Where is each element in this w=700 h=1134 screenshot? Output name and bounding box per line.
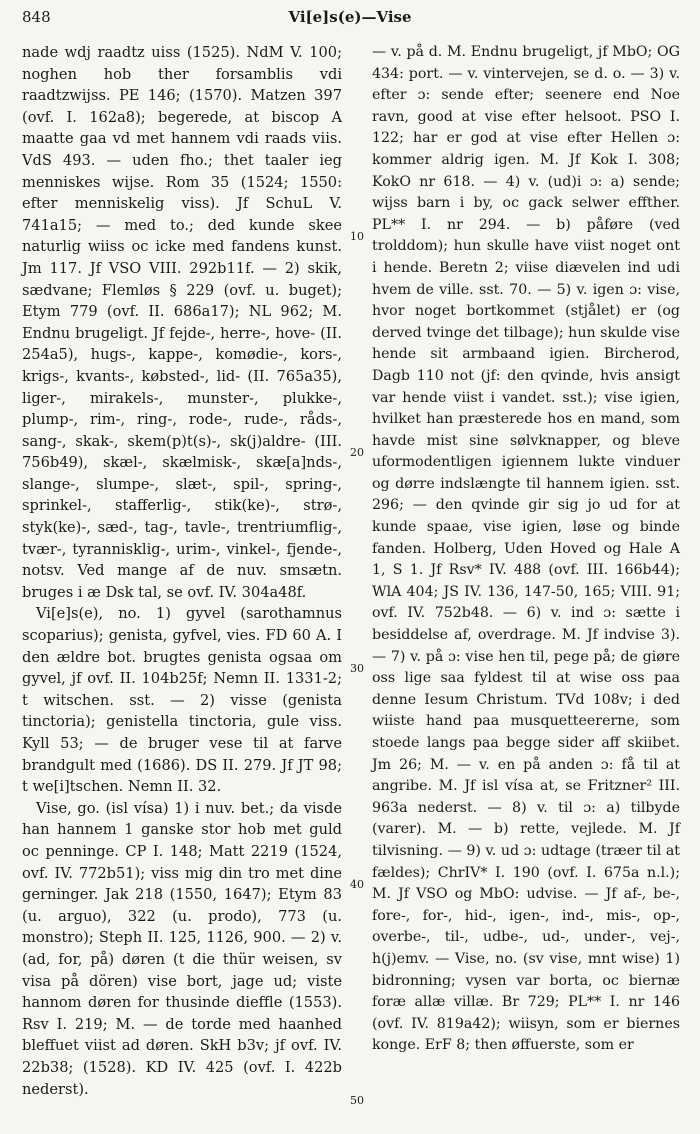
entry-paragraph: — v. på d. M. Endnu brugeligt, jf MbO; OG 434: port. — v. vintervejen, se d. o. — 3) v. efter ɔ: sende efter; seenere end Noe ravn, good at vise efter helsoot. PSO I. 122; har er god at vise efter Hellen ɔ: kommer aldrig igen. M. Jf Kok I. 308; KokO nr 618. — 4) v. (ud)i ɔ: a) sende; wijss barn i by, oc gack selwer effther. PL** I. nr 294. — b) påføre (ved trolddom); hun skulle have viist noget ont i hende. Beretn 2; viise diævelen ind udi hvem de ville. sst. 70. — 5) v. igen ɔ: vise, hvor noget bortkommet (stjålet) er (og derved tvinge det tilbage); hun skulde vise hende sit armbaand igien. Bircherod, Dagb 110 not (jf: den qvinde, hvis ansigt var hende viist i vandet. sst.); vise igien, hvilket han præsterede hos en mand, som havde mist sine sølvknapper, og bleve uformodentligen igiennem lukte vinduer og dørre indslængte til hannem igien. sst. 296; — den qvinde gir sig jo ud for at kunde spaae, vise igien, løse og binde fanden. Holberg, Uden Hoved og Hale A 1, S 1. Jf Rsv* IV. 488 (ovf. III. 166b44); WlA 404; JS IV. 136, 147-50, 165; VIII. 91; ovf. IV. 752b48. — 6) v. ind ɔ: sætte i besiddelse af, overdrage. M. Jf indvise 3). — 7) v. på ɔ: vise hen til, pege på; de giøre oss lige saa fyldest til at wise oss paa denne Iesum Christum. TVd 108v; i ded wiiste hand paa musquetteererne, som stoede langs paa begge sider aff skiibet. Jm 26; M. — v. en på anden ɔ: få til at angribe. M. Jf isl vísa at, se Fritzner² III. 963a nederst. — 8) v. til ɔ: a) tilbyde (varer). M. — b) rette, vejlede. M. Jf tilvisning. — 9) v. ud ɔ: udtage (træer til at fældes); ChrIV* I. 190 (ovf. I. 675a n.l.); M. Jf VSO og MbO: udvise. — Jf af-, be-, fore-, for-, hid-, igen-, ind-, mis-, op-, overbe-, til-, udbe-, ud-, under-, vej-, h(j)emv. — Vise, no. (sv vise, mnt wise) 1) bidronning; vysen var borta, oc biernæ foræ allæ villæ. Br 729; PL** I. nr 146 (ovf. IV. 819a42); wiisyn, som er biernes konge. ErF 8; then øffuerste, som er	[372, 44, 680, 1054]
line-number: 10	[350, 230, 364, 243]
running-head: Vi[e]s(e)—Vise	[288, 8, 412, 26]
page-header	[22, 6, 678, 32]
entry-paragraph: Vise, go. (isl vísa) 1) i nuv. bet.; da visde han hannem 1 ganske stor hob met guld oc penninge. CP I. 148; Matt 2219 (1524, ovf. IV. 772b51); viss mig din tro met dine gerninger. Jak 218 (1550, 1647); Etym 83 (u. arguo), 322 (u. prodo), 773 (u. monstro); Steph II. 125, 1126, 900. — 2) v. (ad, for, på) døren (t die thür weisen, sv visa på dören) vise bort, jage ud; viste hannom døren for thusinde dieffle (1553). Rsv I. 219; M. — de torde med haanhed bleffuet viist ad døren. SkH b3v; jf ovf. IV. 22b38; (1528). KD IV. 425 (ovf. I. 422b nederst).	[22, 799, 342, 1098]
line-number: 20	[350, 446, 364, 459]
line-number: 40	[350, 878, 364, 891]
right-column	[372, 42, 680, 1057]
line-number: 50	[350, 1094, 364, 1107]
left-column	[22, 42, 342, 1100]
page-number: 848	[22, 8, 51, 26]
entry-paragraph: nade wdj raadtz uiss (1525). NdM V. 100; noghen hob ther forsamblis vdi raadtzwijss. PE 146; (1570). Matzen 397 (ovf. I. 162a8); begerede, at biscop A maatte gaa vd met hannem vdi raads viis. VdS 493. — uden fho.; thet taaler ieg menniskes wijse. Rom 35 (1524; 1550: efter menniskelig viss). Jf SchuL V. 741a15; — med to.; ded kunde skee naturlig wiiss oc icke med fandens kunst. Jm 117. Jf VSO VIII. 292b11f. — 2) skik, sædvane; Flemløs § 229 (ovf. u. buget); Etym 779 (ovf. II. 686a17); NL 962; M. Endnu brugeligt. Jf fejde-, herre-, hove- (II. 254a5), hugs-, kappe-, komødie-, kors-, krigs-, kvants-, købsted-, lid- (II. 765a35), liger-, mirakels-, munster-, plukke-, plump-, rim-, ring-, rode-, rude-, råds-, sang-, skak-, skem(p)t(s)-, sk(j)aldre- (III. 756b49), skæl-, skælmisk-, skæ[a]nds-, slange-, slumpe-, slæt-, spil-, spring-, sprinkel-, stafferlig-, stik(ke)-, strø-, styk(ke)-, sæd-, tag-, tavle-, trentriumflig-, tvær-, tyrannisklig-, urim-, vinkel-, fjende-, notsv. Ved mange af de nuv. smsætn. bruges i æ Dsk tal, se ovf. IV. 304a48f.	[22, 44, 342, 601]
line-number: 30	[350, 662, 364, 675]
entry-paragraph: Vi[e]s(e), no. 1) gyvel (sarothamnus scoparius); genista, gyfvel, vies. FD 60 A. I den ældre bot. brugtes genista ogsaa om gyvel, jf ovf. II. 104b25f; Nemn II. 1331-2; t witschen. sst. — 2) visse (genista tinctoria); genistella tinctoria, gule viss. Kyll 53; — de bruger vese til at farve brandgult med (1686). DS II. 279. Jf JT 98; t we[i]tschen. Nemn II. 32.	[22, 605, 342, 796]
